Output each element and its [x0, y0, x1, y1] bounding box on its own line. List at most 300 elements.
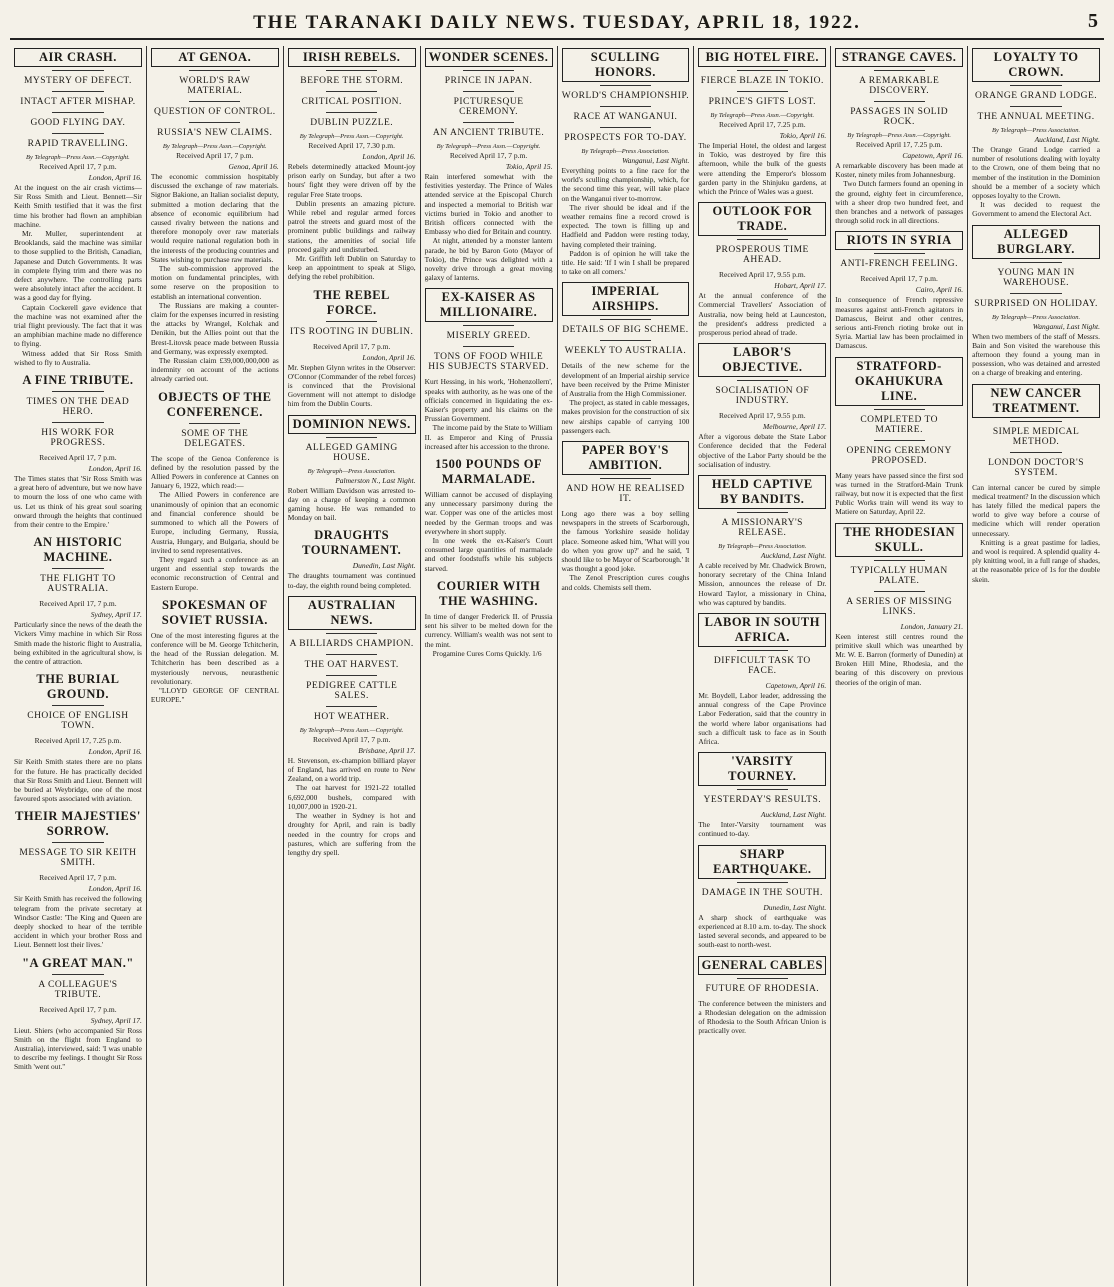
masthead [10, 8, 1104, 40]
headline-rule [737, 978, 788, 979]
story-headline: LOYALTY TO CROWN. [972, 48, 1100, 82]
story-headline: OUTLOOK FOR TRADE. [698, 202, 826, 236]
headline-rule [463, 325, 514, 326]
headline-rule [52, 568, 103, 569]
story-subheading: TIMES ON THE DEAD HERO. [26, 397, 130, 418]
story-received: Received April 17, 7 p.m. [39, 453, 117, 463]
headline-rule [52, 705, 103, 706]
story-dateline: London, April 16. [88, 747, 142, 757]
story-paragraph: A sharp shock of earthquake was experienced at 8.10 a.m. to-day. The shock lasted several seconds, and appeared to be south-east to north-west. [698, 912, 827, 950]
story-paragraph: The scope of the Genoa Conference is defined by the resolution passed by the Allied Powers in conference at Cannes on January 6, 1922, which read:— [150, 453, 279, 491]
story-paragraph: The sub-commission approved the motion on fundamental principles, with some reserve on the proposition to establish an international convention. [150, 264, 279, 301]
headline-rule [326, 70, 377, 71]
news-story [698, 202, 826, 337]
story-paragraph: Mr. Griffith left Dublin on Saturday to keep an appointment to speak at Sligo, defying the rebel prohibition. [287, 254, 416, 282]
story-headline: WONDER SCENES. [425, 48, 553, 67]
story-headline: STRANGE CAVES. [835, 48, 963, 67]
headline-rule [1010, 421, 1061, 422]
story-received: Received April 17, 7.25 p.m. [34, 736, 122, 746]
story-subheading: BEFORE THE STORM. [300, 76, 404, 86]
story-subheading: THE OAT HARVEST. [304, 659, 399, 670]
story-subheading: CHOICE OF ENGLISH TOWN. [27, 711, 129, 732]
story-paragraph: Long ago there was a boy selling newspapers in the streets of Scarborough, the famous Yorkshire seaside holiday place. Someone asked him, 'What will you do when you grow up?' and he said, 'I should like to be Mayor of Scarborough.' It was thought a good joke. [561, 509, 690, 574]
story-paragraph: In one week the ex-Kaiser's Court consumed large quantities of marmalade and other foodstuffs while his subjects starved. [424, 536, 553, 573]
story-paragraph: H. Stevenson, ex-champion billiard player of England, has arrived en route to New Zealand, on a world trip. [287, 755, 416, 784]
story-paragraph: Two Dutch farmers found an opening in the ground, eighty feet in circumference, with a sheer drop two hundred feet, and then branches and a network of passages through solid rock in all directions. [835, 179, 964, 226]
news-story [425, 48, 553, 282]
story-headline: IMPERIAL AIRSHIPS. [562, 282, 690, 316]
story-received: Received April 17, 7.25 p.m. [855, 140, 943, 149]
story-subheading: PRINCE'S GIFTS LOST. [708, 97, 816, 107]
story-headline: AUSTRALIAN NEWS. [288, 596, 416, 630]
story-paragraph: The project, as stated in cable messages, makes provision for the construction of six new airships capable of carrying 100 passengers each. [561, 398, 690, 435]
story-paragraph: Keen interest still centres round the primitive skull which was unearthed by Mr. W. E. Barron (formerly of Dunedin) at Broken Hill Mine, Rhodesia, and the bearing of this discovery on previous theories of the origin of man. [835, 631, 964, 687]
headline-rule [189, 122, 240, 123]
headline-rule [1010, 262, 1061, 263]
story-paragraph: Paddon is of opinion he will take the title. He said: 'If I win I shall be prepared to take on all comers.' [561, 248, 690, 277]
story-received: Received April 17, 7 p.m. [313, 734, 391, 744]
story-headline: ALLEGED BURGLARY. [972, 225, 1100, 259]
headline-rule [1010, 106, 1061, 107]
story-headline: LABOR'S OBJECTIVE. [698, 343, 826, 377]
story-subheading: TYPICALLY HUMAN PALATE. [850, 565, 948, 586]
story-subheading: HIS WORK FOR PROGRESS. [41, 428, 115, 449]
story-headline: A FINE TRIBUTE. [22, 373, 134, 388]
story-subheading: A MISSIONARY'S RELEASE. [721, 518, 803, 539]
news-column [558, 46, 695, 1286]
story-dateline: Tokio, April 15. [505, 162, 553, 171]
story-paragraph: Mr. Muller, superintendent at Brooklands, said the machine was similar to those supplied to the British, Canadian, Japanese and Dutch Governments. It was in complete flying trim and there was no defect anywhere. The controlling parts were absolutely intact after the accident. It was a good day for flying. [14, 229, 142, 303]
story-paragraph: Dublin presents an amazing picture. While rebel and regular armed forces patrol the streets and guard most of the prominent public buildings and railway stations, the amenities of social life proceed gaily and undisturbed. [287, 198, 416, 254]
story-received: Received April 17, 7.25 p.m. [718, 120, 806, 129]
story-paragraph: Witness added that Sir Ross Smith wished to fly to Australia. [14, 348, 142, 367]
story-headline: LABOR IN SOUTH AFRICA. [698, 613, 826, 647]
headline-rule [52, 91, 103, 92]
headline-rule [737, 882, 788, 883]
story-paragraph: In consequence of French repressive measures against anti-French agitators in Damascus, Beirut and other centres, serious anti-French rioting broke out in Syria. Martial law has been proclaimed in Damascus. [835, 295, 964, 351]
story-paragraph: Sir Keith Smith has received the following telegram from the private secretary at Windsor Castle: 'The King and Queen are deeply shocked to hear of the terrible accident in which your brother Ross and Lieut. Bennett lost their lives.' [14, 894, 142, 950]
story-subheading: DETAILS OF BIG SCHEME. [562, 325, 689, 336]
news-column [968, 46, 1104, 1286]
story-dateline: Melbourne, April 17. [763, 422, 827, 432]
news-story [698, 845, 826, 950]
news-story [288, 528, 416, 589]
story-headline: HELD CAPTIVE BY BANDITS. [698, 475, 826, 509]
story-paragraph: Progamine Cures Corns Quickly. 1/6 [432, 648, 542, 658]
story-paragraph: One of the most interesting figures at the conference will be M. George Tchitcherin, the head of the Russian delegation. M. Tchitcherin has been described as a mysteriously nervous, neurasthenic revolutionary. [150, 630, 279, 686]
story-paragraph: The Allied Powers in conference are unanimously of opinion that an economic and financial conference should be summoned to which all the Powers of Europe, including Germany, Russia, Austria, Hungary, and Bulgaria, should be invited to send representatives. [150, 490, 279, 555]
headline-rule [52, 422, 103, 423]
story-dateline: Tokio, April 16. [779, 131, 827, 140]
story-subheading: AND HOW HE REALISED IT. [566, 484, 685, 505]
story-paragraph: A remarkable discovery has been made at Koster, ninety miles from Johannesburg. [835, 161, 964, 180]
story-subheading: COMPLETED TO MATIERE. [860, 414, 939, 435]
story-subheading: MISERLY GREED. [446, 331, 531, 342]
story-dateline: Genoa, April 16. [228, 162, 279, 171]
headline-rule [52, 70, 103, 71]
story-paragraph: A cable received by Mr. Chadwick Brown, honorary secretary of the China Inland Mission, announces the release of Dr. Howard Taylor, a missionary in China, who was captured by bandits. [698, 561, 827, 607]
columns [10, 46, 1104, 1286]
story-dateline: Hobart, April 17. [774, 281, 827, 291]
news-story [698, 343, 826, 469]
story-paragraph: The Inter-'Varsity tournament was continued to-day. [698, 820, 827, 839]
story-byline: By Telegraph—Press Association. [307, 467, 396, 475]
story-subheading: WORLD'S CHAMPIONSHIP. [561, 91, 690, 101]
story-received: Received April 17, 7 p.m. [39, 1004, 117, 1014]
story-dateline: Brisbane, April 17. [358, 745, 416, 755]
story-headline: THE BURIAL GROUND. [36, 672, 120, 702]
story-dateline: Sydney, April 17. [90, 1015, 142, 1025]
story-paragraph: In time of danger Frederick II. of Prussia sent his silver to be melted down for the currency. William's wealth was not sent to the mint. [424, 611, 553, 649]
headline-rule [52, 974, 103, 975]
story-subheading: FUTURE OF RHODESIA. [705, 983, 820, 994]
news-story [698, 613, 826, 746]
story-paragraph: Robert William Davidson was arrested to-day on a charge of keeping a common gaming house. He was remanded to Monday on bail. [287, 485, 416, 523]
story-subheading: WEEKLY TO AUSTRALIA. [564, 346, 687, 357]
story-received: Received April 17, 7.30 p.m. [308, 141, 396, 150]
story-subheading: ORANGE GRAND LODGE. [974, 91, 1098, 101]
story-subheading: RUSSIA'S NEW CLAIMS. [157, 128, 273, 138]
news-story [14, 809, 142, 949]
story-paragraph: The draughts tournament was continued to-day, the eighth round being completed. [287, 571, 416, 590]
headline-rule [326, 654, 377, 655]
story-subheading: ALLEGED GAMING HOUSE. [305, 442, 398, 463]
story-received: Received April 17, 9.55 p.m. [718, 411, 806, 421]
story-subheading: YESTERDAY'S RESULTS. [703, 795, 822, 806]
headline-rule [463, 70, 514, 71]
story-paragraph: William cannot be accused of displaying any unnecessary parsimony during the war. Copper was one of the articles most needed by the German troops and was everywhere in short supply. [424, 490, 553, 536]
story-headline: 1500 POUNDS OF MARMALADE. [435, 457, 543, 487]
story-subheading: RACE AT WANGANUI. [573, 112, 678, 122]
headline-rule [326, 675, 377, 676]
headline-rule [874, 101, 925, 102]
story-dateline: Cairo, April 16. [915, 285, 964, 295]
story-subheading: FIERCE BLAZE IN TOKIO. [700, 76, 824, 86]
news-story [14, 373, 142, 529]
news-story [288, 48, 416, 282]
story-headline: COURIER WITH THE WASHING. [436, 578, 541, 608]
story-received: Received April 17, 7 p.m. [449, 151, 528, 160]
story-paragraph: Kurt Hessing, in his work, 'Hohenzollern', speaks with authority, as he was one of the officials concerned in liquidating the ex-Kaiser's property and his claims on the Prussian Government. [424, 377, 553, 424]
story-subheading: ITS ROOTING IN DUBLIN. [289, 326, 414, 337]
story-subheading: DIFFICULT TASK TO FACE. [713, 656, 811, 677]
headline-rule [52, 391, 103, 392]
news-story [835, 48, 963, 225]
headline-rule [326, 321, 377, 322]
news-column [421, 46, 558, 1286]
story-paragraph: Sir Keith Smith states there are no plans for the future. He has practically decided that Sir Ross Smith and Lieut. Bennett will be buried at Weybridge, one of the most favoured spots associated with aviation. [14, 757, 142, 804]
news-column [10, 46, 147, 1286]
headline-rule [189, 70, 240, 71]
headline-rule [463, 122, 514, 123]
story-subheading: DUBLIN PUZZLE. [310, 118, 394, 128]
story-paragraph: Particularly since the news of the death the Vickers Vimy machine in which Sir Ross Smith made the historic flight to Australia, being exhibited in the agricultural show, is the centre of attraction. [14, 620, 142, 667]
story-dateline: Auckland, Last Night. [760, 551, 827, 561]
story-headline: AT GENOA. [151, 48, 279, 67]
story-paragraph: After a vigorous debate the State Labor Conference decided that the Federal objective of the Labor Party should be the socialisation of industry. [698, 432, 827, 469]
story-headline: IRISH REBELS. [288, 48, 416, 67]
news-story [698, 752, 826, 838]
story-subheading: YOUNG MAN IN WAREHOUSE. [997, 267, 1075, 288]
story-byline: By Telegraph—Press Assn.—Copyright. [26, 154, 130, 161]
story-headline: 'VARSITY TOURNEY. [698, 752, 826, 786]
headline-rule [737, 512, 788, 513]
story-subheading: PRINCE IN JAPAN. [444, 76, 533, 86]
story-paragraph: The Russian claim £39,000,000,000 as indemnity on account of the actions already carried out. [150, 356, 279, 384]
story-byline: By Telegraph—Press Assn.—Copyright. [162, 143, 267, 150]
news-story [151, 48, 279, 384]
story-headline: AIR CRASH. [14, 48, 142, 67]
story-byline: By Telegraph—Press Assn.—Copyright. [436, 143, 541, 150]
story-headline: SCULLING HONORS. [562, 48, 690, 82]
headline-rule [1010, 85, 1061, 86]
headline-rule [737, 789, 788, 790]
story-paragraph: Can internal cancer be cured by simple medical treatment? In the discussion which has lately filled the medical papers the world to give way before a course of medicine which will render operation unnecessary. [972, 482, 1100, 538]
story-subheading: PICTURESQUE CEREMONY. [453, 97, 524, 117]
story-byline: By Telegraph—Press Assn.—Copyright. [299, 133, 404, 140]
headline-rule [600, 85, 651, 86]
story-subheading: PEDIGREE CATTLE SALES. [306, 680, 398, 701]
story-subheading: INTACT AFTER MISHAP. [20, 97, 136, 107]
story-headline: DOMINION NEWS. [288, 415, 416, 434]
headline-rule [463, 91, 514, 92]
story-byline: By Telegraph—Press Association. [718, 543, 807, 551]
story-headline: THEIR MAJESTIES' SORROW. [15, 809, 141, 839]
story-byline: By Telegraph—Press Assn.—Copyright. [299, 726, 404, 734]
story-dateline: Auckland, Last Night. [1034, 135, 1100, 144]
story-headline: AN HISTORIC MACHINE. [33, 535, 123, 565]
news-story [425, 457, 553, 573]
headline-rule [737, 70, 788, 71]
headline-rule [874, 440, 925, 441]
story-received: Received April 17, 7 p.m. [39, 873, 117, 883]
story-dateline: Capetown, April 16. [902, 151, 964, 160]
story-subheading: A BILLIARDS CHAMPION. [289, 638, 414, 649]
story-subheading: PROSPECTS FOR TO-DAY. [564, 133, 687, 143]
headline-rule [1010, 293, 1061, 294]
story-subheading: GOOD FLYING DAY. [30, 118, 126, 128]
story-paragraph: Captain Cockerell gave evidence that the machine was not examined after the trial flight previously. The fact that it was an amphibian machine made no difference to flying. [14, 302, 142, 349]
story-subheading: A REMARKABLE DISCOVERY. [859, 76, 940, 96]
story-subheading: TONS OF FOOD WHILE HIS SUBJECTS STARVED. [428, 352, 549, 373]
news-story [698, 956, 826, 1036]
story-paragraph: The Imperial Hotel, the oldest and largest in Tokio, was destroyed by fire this afternoon, while the bulk of the guests were attending the Emperor's blossom garden party in the Shinjuku gardens, at which the Prince of Wales was a guest. [698, 141, 827, 197]
headline-rule [189, 101, 240, 102]
story-dateline: Dunedin, Last Night. [352, 561, 416, 571]
news-story [698, 475, 826, 607]
headline-rule [874, 253, 925, 254]
story-headline: THE REBEL FORCE. [313, 287, 390, 317]
story-subheading: DAMAGE IN THE SOUTH. [701, 887, 823, 898]
story-dateline: London, January 21. [900, 621, 964, 631]
news-story [972, 225, 1100, 378]
news-column [284, 46, 421, 1286]
story-received: Received April 17, 7 p.m. [313, 341, 391, 351]
news-story [425, 288, 553, 451]
news-column [694, 46, 831, 1286]
story-received: Received April 17, 9.55 p.m. [718, 270, 806, 280]
story-headline: "A GREAT MAN." [22, 955, 134, 970]
story-subheading: ANTI-FRENCH FEELING. [840, 259, 959, 270]
story-dateline: London, April 16. [362, 352, 416, 362]
story-paragraph: It was decided to request the Government to amend the Electoral Act. [972, 200, 1100, 219]
headline-rule [874, 70, 925, 71]
story-paragraph: The river should be ideal and if the weather remains fine a record crowd is expected. The town is filling up and Hadfield and Paddon were resting today, having completed their training. [561, 202, 690, 249]
news-story [288, 415, 416, 523]
story-headline: THE RHODESIAN SKULL. [835, 523, 963, 557]
headline-rule [600, 127, 651, 128]
story-subheading: PROSPEROUS TIME AHEAD. [715, 245, 809, 266]
story-dateline: London, April 16. [88, 173, 142, 182]
headline-rule [874, 560, 925, 561]
story-paragraph: The oat harvest for 1921-22 totalled 6,692,000 bushels, compared with 10,007,000 in 1920-21. [287, 783, 416, 811]
story-headline: OBJECTS OF THE CONFERENCE. [158, 389, 272, 419]
story-subheading: AN ANCIENT TRIBUTE. [432, 128, 545, 138]
story-headline: DRAUGHTS TOURNAMENT. [302, 528, 402, 558]
story-subheading: SIMPLE MEDICAL METHOD. [992, 426, 1080, 447]
news-story [562, 441, 690, 592]
story-dateline: London, April 16. [88, 464, 142, 474]
headline-rule [737, 91, 788, 92]
news-story [562, 282, 690, 435]
story-subheading: LONDON DOCTOR'S SYSTEM. [988, 457, 1084, 478]
story-subheading: SOCIALISATION OF INDUSTRY. [715, 386, 810, 407]
story-received: Received April 17, 7 p.m. [39, 162, 117, 171]
headline-rule [600, 106, 651, 107]
headline-rule [737, 380, 788, 381]
story-paragraph: The conference between the ministers and a Rhodesian delegation on the admission of Rhodesia to the South African Union is practically over. [698, 998, 827, 1036]
news-story [151, 598, 279, 705]
news-story [14, 956, 142, 1072]
story-subheading: MYSTERY OF DEFECT. [23, 76, 132, 86]
story-paragraph: Mr. Stephen Glynn writes in the Observer: O'Connor (Commander of the rebel forces) is convinced that the Provisional Government will not attempt to dislodge him from the Dublin Courts. [287, 362, 416, 409]
story-byline: By Telegraph—Press Assn.—Copyright. [847, 132, 952, 139]
story-dateline: Sydney, April 17. [90, 610, 142, 620]
masthead-title: THE TARANAKI DAILY NEWS. TUESDAY, APRIL 18, 1922. [253, 12, 861, 33]
story-dateline: London, April 16. [362, 152, 416, 161]
story-dateline: Auckland, Last Night. [760, 810, 827, 820]
headline-rule [326, 112, 377, 113]
story-dateline: Wanganui, Last Night. [622, 156, 690, 165]
story-subheading: RAPID TRAVELLING. [27, 139, 129, 149]
story-headline: PAPER BOY'S AMBITION. [562, 441, 690, 475]
story-byline: By Telegraph—Press Association. [992, 127, 1081, 134]
story-paragraph: Rain interfered somewhat with the festivities yesterday. The Prince of Wales attended service at the Episcopal Church and inspected a memorial to British war victims buried in Tokio and another to British officers connected with the Embassy who died for Britain and country. [424, 172, 553, 237]
headline-rule [326, 706, 377, 707]
story-paragraph: "LLOYD GEORGE OF CENTRAL EUROPE." [150, 685, 279, 705]
news-story [14, 535, 142, 666]
headline-rule [737, 650, 788, 651]
story-paragraph: The economic commission hospitably discussed the exchange of raw materials. Signor Bakione, an Italian socialist deputy, submitted a motion declaring that the absence of economic equilibrium had caused rivalry between the nations and therefore monopoly over raw materials would require national regulation both in the interests of the producing countries and States wishing to purchase raw materials. [150, 172, 279, 264]
story-paragraph: Many years have passed since the first sod was turned in the Stratford-Main Trunk railway, but now it is expected that the first Public Works train will wend its way to Matiere on Saturday, April 22. [835, 470, 964, 517]
news-story [14, 48, 142, 367]
story-paragraph: Knitting is a great pastime for ladies, and wool is required. A splendid quality 4-ply knitting wool, in a full range of shades, at the reasonable price of 1s for the double skein. [972, 537, 1100, 584]
story-headline: RIOTS IN SYRIA [835, 231, 963, 250]
story-dateline: Dunedin, Last Night. [763, 902, 827, 912]
story-paragraph: The Orange Grand Lodge carried a number of resolutions dealing with loyalty to the Crown, one of them being that no member of the institution in the Dominion should be a member of a society which opposes loyalty to the Crown. [972, 145, 1100, 201]
news-story [562, 48, 690, 276]
page-number: 5 [1088, 10, 1098, 32]
story-paragraph: Everything points to a fine race for the world's sculling championship, which, for the second time this year, will take place on the Wanganui river to-morrow. [561, 166, 690, 203]
story-paragraph: Details of the new scheme for the development of an Imperial airship service have been received by the Prime Minister of Australia from the High Commissioner. [561, 361, 690, 399]
news-column [831, 46, 968, 1286]
story-headline: NEW CANCER TREATMENT. [972, 384, 1100, 418]
news-story [288, 596, 416, 857]
story-subheading: A SERIES OF MISSING LINKS. [846, 596, 953, 617]
news-story [14, 672, 142, 803]
news-story [425, 579, 553, 658]
story-received: Received April 17, 7 p.m. [176, 151, 254, 160]
story-paragraph: When two members of the staff of Messrs. Bain and Son visited the warehouse this afternoon they found a young man in possession, who was detained and arrested on a charge of breaking and entering. [972, 331, 1100, 378]
headline-rule [189, 423, 240, 424]
story-subheading: MESSAGE TO SIR KEITH SMITH. [19, 848, 137, 869]
news-story [288, 288, 416, 409]
headline-rule [326, 633, 377, 634]
story-received: Received April 17, 7 p.m. [39, 599, 117, 609]
news-column [147, 46, 284, 1286]
news-story [835, 231, 963, 350]
headline-rule [874, 591, 925, 592]
story-paragraph: Mr. Boydell, Labor leader, addressing the annual congress of the Cape Province Labor Federation, said that the country in the world where labor organisations had such a difficult task to face as in South Africa. [698, 691, 827, 747]
story-paragraph: They regard such a conference as an urgent and essential step towards the economic reconstruction of Central and Eastern Europe. [150, 554, 279, 592]
story-subheading: THE FLIGHT TO AUSTRALIA. [40, 574, 116, 595]
story-subheading: CRITICAL POSITION. [301, 97, 402, 107]
story-paragraph: The Times states that 'Sir Ross Smith was a great hero of adventure, but we now have to mourn the loss of one who came with us. Let us think of his great soul soaring onward through the heights that continued from their centre to the Empire.' [14, 474, 142, 530]
story-paragraph: Rebels determinedly attacked Mount-joy prison early on Sunday, but after a two hours' fight they were driven off by the regular Free State troops. [287, 162, 416, 199]
story-subheading: OPENING CEREMONY PROPOSED. [846, 445, 952, 466]
headline-rule [52, 842, 103, 843]
story-paragraph: Lieut. Shiers (who accompanied Sir Ross Smith on the flight from England to Australia), interviewed, said: 'I was unable to describe my feelings. I thought Sir Ross Smith 'went out.'' [14, 1025, 142, 1072]
story-byline: By Telegraph—Press Assn.—Copyright. [710, 112, 815, 119]
story-headline: SHARP EARTHQUAKE. [698, 845, 826, 879]
news-story [835, 357, 963, 517]
story-paragraph: The income paid by the State to William II. as Emperor and King of Prussia increased after his accession to the throne. [424, 423, 553, 451]
story-subheading: THE ANNUAL MEETING. [977, 112, 1095, 122]
story-paragraph: At the annual conference of the Commercial Travellers' Association of Australia, now being held at Launceston, the president's address predicted a prosperous period ahead of trade. [698, 291, 827, 338]
headline-rule [600, 478, 651, 479]
story-dateline: Palmerston N., Last Night. [335, 475, 416, 485]
headline-rule [52, 133, 103, 134]
headline-rule [463, 346, 514, 347]
story-subheading: QUESTION OF CONTROL. [154, 107, 276, 117]
story-headline: STRATFORD-OKAHUKURA LINE. [835, 357, 963, 406]
story-subheading: HOT WEATHER. [314, 711, 390, 722]
news-story [151, 390, 279, 592]
story-paragraph: At night, attended by a monster lantern parade, he bid by Baron Goto (Mayor of Tokio), the Prince was delighted with a novelty drive through a great moving galaxy of lanterns. [424, 236, 553, 283]
story-byline: By Telegraph—Press Association. [581, 148, 670, 155]
story-subheading: SURPRISED ON HOLIDAY. [974, 298, 1098, 309]
news-story [698, 48, 826, 196]
headline-rule [326, 91, 377, 92]
story-headline: GENERAL CABLES [698, 956, 826, 975]
story-subheading: A COLLEAGUE'S TRIBUTE. [38, 979, 118, 1000]
headline-rule [52, 112, 103, 113]
news-story [835, 523, 963, 687]
headline-rule [737, 239, 788, 240]
headline-rule [326, 437, 377, 438]
story-dateline: Wanganui, Last Night. [1032, 321, 1100, 331]
story-subheading: PASSAGES IN SOLID ROCK. [850, 107, 949, 127]
story-paragraph: The Zenol Prescription cures coughs and colds. Chemists sell them. [561, 573, 690, 592]
story-subheading: WORLD'S RAW MATERIAL. [179, 76, 251, 96]
story-dateline: Capetown, April 16. [765, 681, 827, 691]
headline-rule [600, 319, 651, 320]
story-subheading: SOME OF THE DELEGATES. [181, 428, 249, 449]
headline-rule [1010, 452, 1061, 453]
story-paragraph: The Russians are making a counter-claim for the expenses incurred in resisting the attacks by Wrangel, Kolchak and Denikin, but the Allies point out that the Brest-Litovsk peace made between Russia and Germany, was expressly exempted. [150, 300, 279, 356]
story-headline: EX-KAISER AS MILLIONAIRE. [425, 288, 553, 322]
story-paragraph: At the inquest on the air crash victims—Sir Ross Smith and Lieut. Bennett—Sir Keith Smith testified that it was the first time his brother had flown an amphibian machine. [14, 183, 142, 229]
